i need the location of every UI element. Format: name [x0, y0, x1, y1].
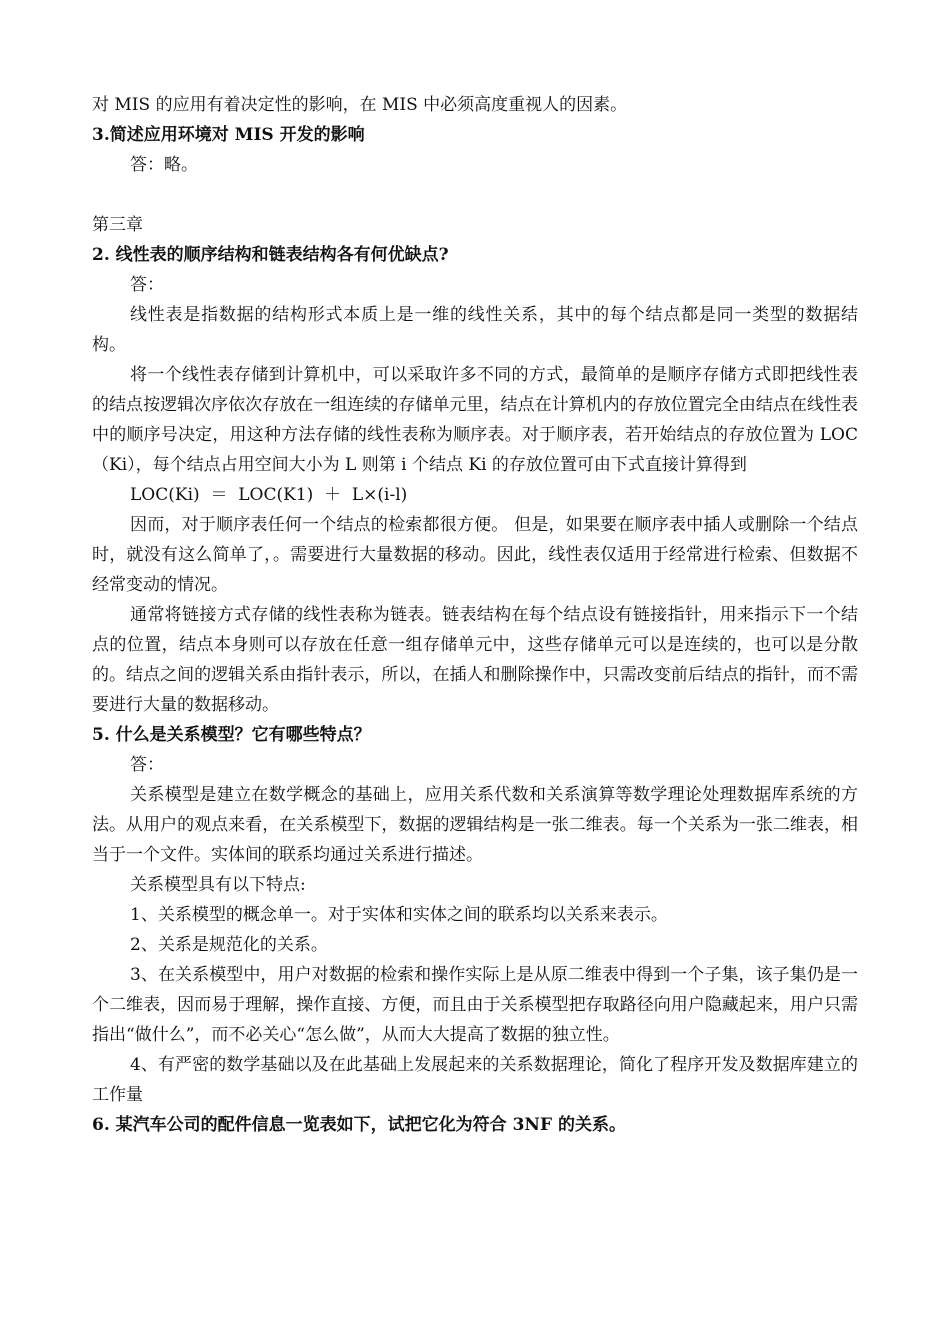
- feature-item-4: 4、有严密的数学基础以及在此基础上发展起来的关系数据理论，简化了程序开发及数据库建立的工作量: [92, 1055, 858, 1105]
- question-2-heading: 2. 线性表的顺序结构和链表结构各有何优缺点?: [92, 245, 449, 265]
- answer-2-label: 答：: [130, 275, 164, 295]
- answer-5-label: 答：: [130, 755, 164, 775]
- paragraph-mis-human-factor: 对 MIS 的应用有着决定性的影响，在 MIS 中必须高度重视人的因素。: [92, 95, 628, 115]
- paragraph-relational-model: 关系模型是建立在数学概念的基础上，应用关系代数和关系演算等数学理论处理数据库系统的方法。从用户的观点来看，在关系模型下，数据的逻辑结构是一张二维表。每一个关系为一张二维表，相当于一个文件。实体间的联系均通过关系进行描述。: [92, 785, 858, 865]
- formula-loc: LOC(Ki) ＝ LOC(K1) ＋ L×(i-l): [130, 485, 408, 505]
- paragraph-features-intro: 关系模型具有以下特点:: [130, 875, 306, 895]
- paragraph-sequential-storage: 将一个线性表存储到计算机中，可以采取许多不同的方式，最简单的是顺序存储方式即把线性表的结点按逻辑次序依次存放在一组连续的存储单元里，结点在计算机内的存放位置完全由结点在线性表中的顺序号决定，用这种方法存储的线性表称为顺序表。对于顺序表，若开始结点的存放位置为 LOC（Ki），每个结点占用空间大小为 L 则第 i 个结点 Ki 的存放位置可由下式直接计算得到: [92, 365, 858, 475]
- paragraph-linked-list: 通常将链接方式存储的线性表称为链表。链表结构在每个结点设有链接指针，用来指示下一个结点的位置，结点本身则可以存放在任意一组存储单元中，这些存储单元可以是连续的，也可以是分散的。结点之间的逻辑关系由指针表示，所以，在插人和删除操作中，只需改变前后结点的指针，而不需要进行大量的数据移动。: [92, 605, 858, 715]
- blank-line: [92, 180, 858, 210]
- answer-3-text: 答：略。: [130, 155, 198, 175]
- feature-item-1: 1、关系模型的概念单一。对于实体和实体之间的联系均以关系来表示。: [130, 905, 668, 925]
- feature-item-3: 3、在关系模型中，用户对数据的检索和操作实际上是从原二维表中得到一个子集，该子集仍是一个二维表，因而易于理解，操作直接、方便，而且由于关系模型把存取路径向用户隐藏起来，用户只需指出“做什么”，而不必关心“怎么做”，从而大大提高了数据的独立性。: [92, 965, 858, 1045]
- paragraph-linear-list-definition: 线性表是指数据的结构形式本质上是一维的线性关系，其中的每个结点都是同一类型的数据结构。: [92, 305, 858, 355]
- paragraph-sequential-pros-cons: 因而，对于顺序表任何一个结点的检索都很方便。 但是，如果要在顺序表中插人或删除一个结点时，就没有这么简单了，。需要进行大量数据的移动。因此，线性表仅适用于经常进行检索、但数据不经常变动的情况。: [92, 515, 858, 595]
- question-6-heading: 6. 某汽车公司的配件信息一览表如下，试把它化为符合 3NF 的关系。: [92, 1115, 626, 1135]
- chapter-heading: 第三章: [92, 215, 143, 235]
- feature-item-2: 2、关系是规范化的关系。: [130, 935, 328, 955]
- question-5-heading: 5. 什么是关系模型？它有哪些特点？: [92, 725, 371, 745]
- question-3-heading: 3.简述应用环境对 MIS 开发的影响: [92, 125, 365, 145]
